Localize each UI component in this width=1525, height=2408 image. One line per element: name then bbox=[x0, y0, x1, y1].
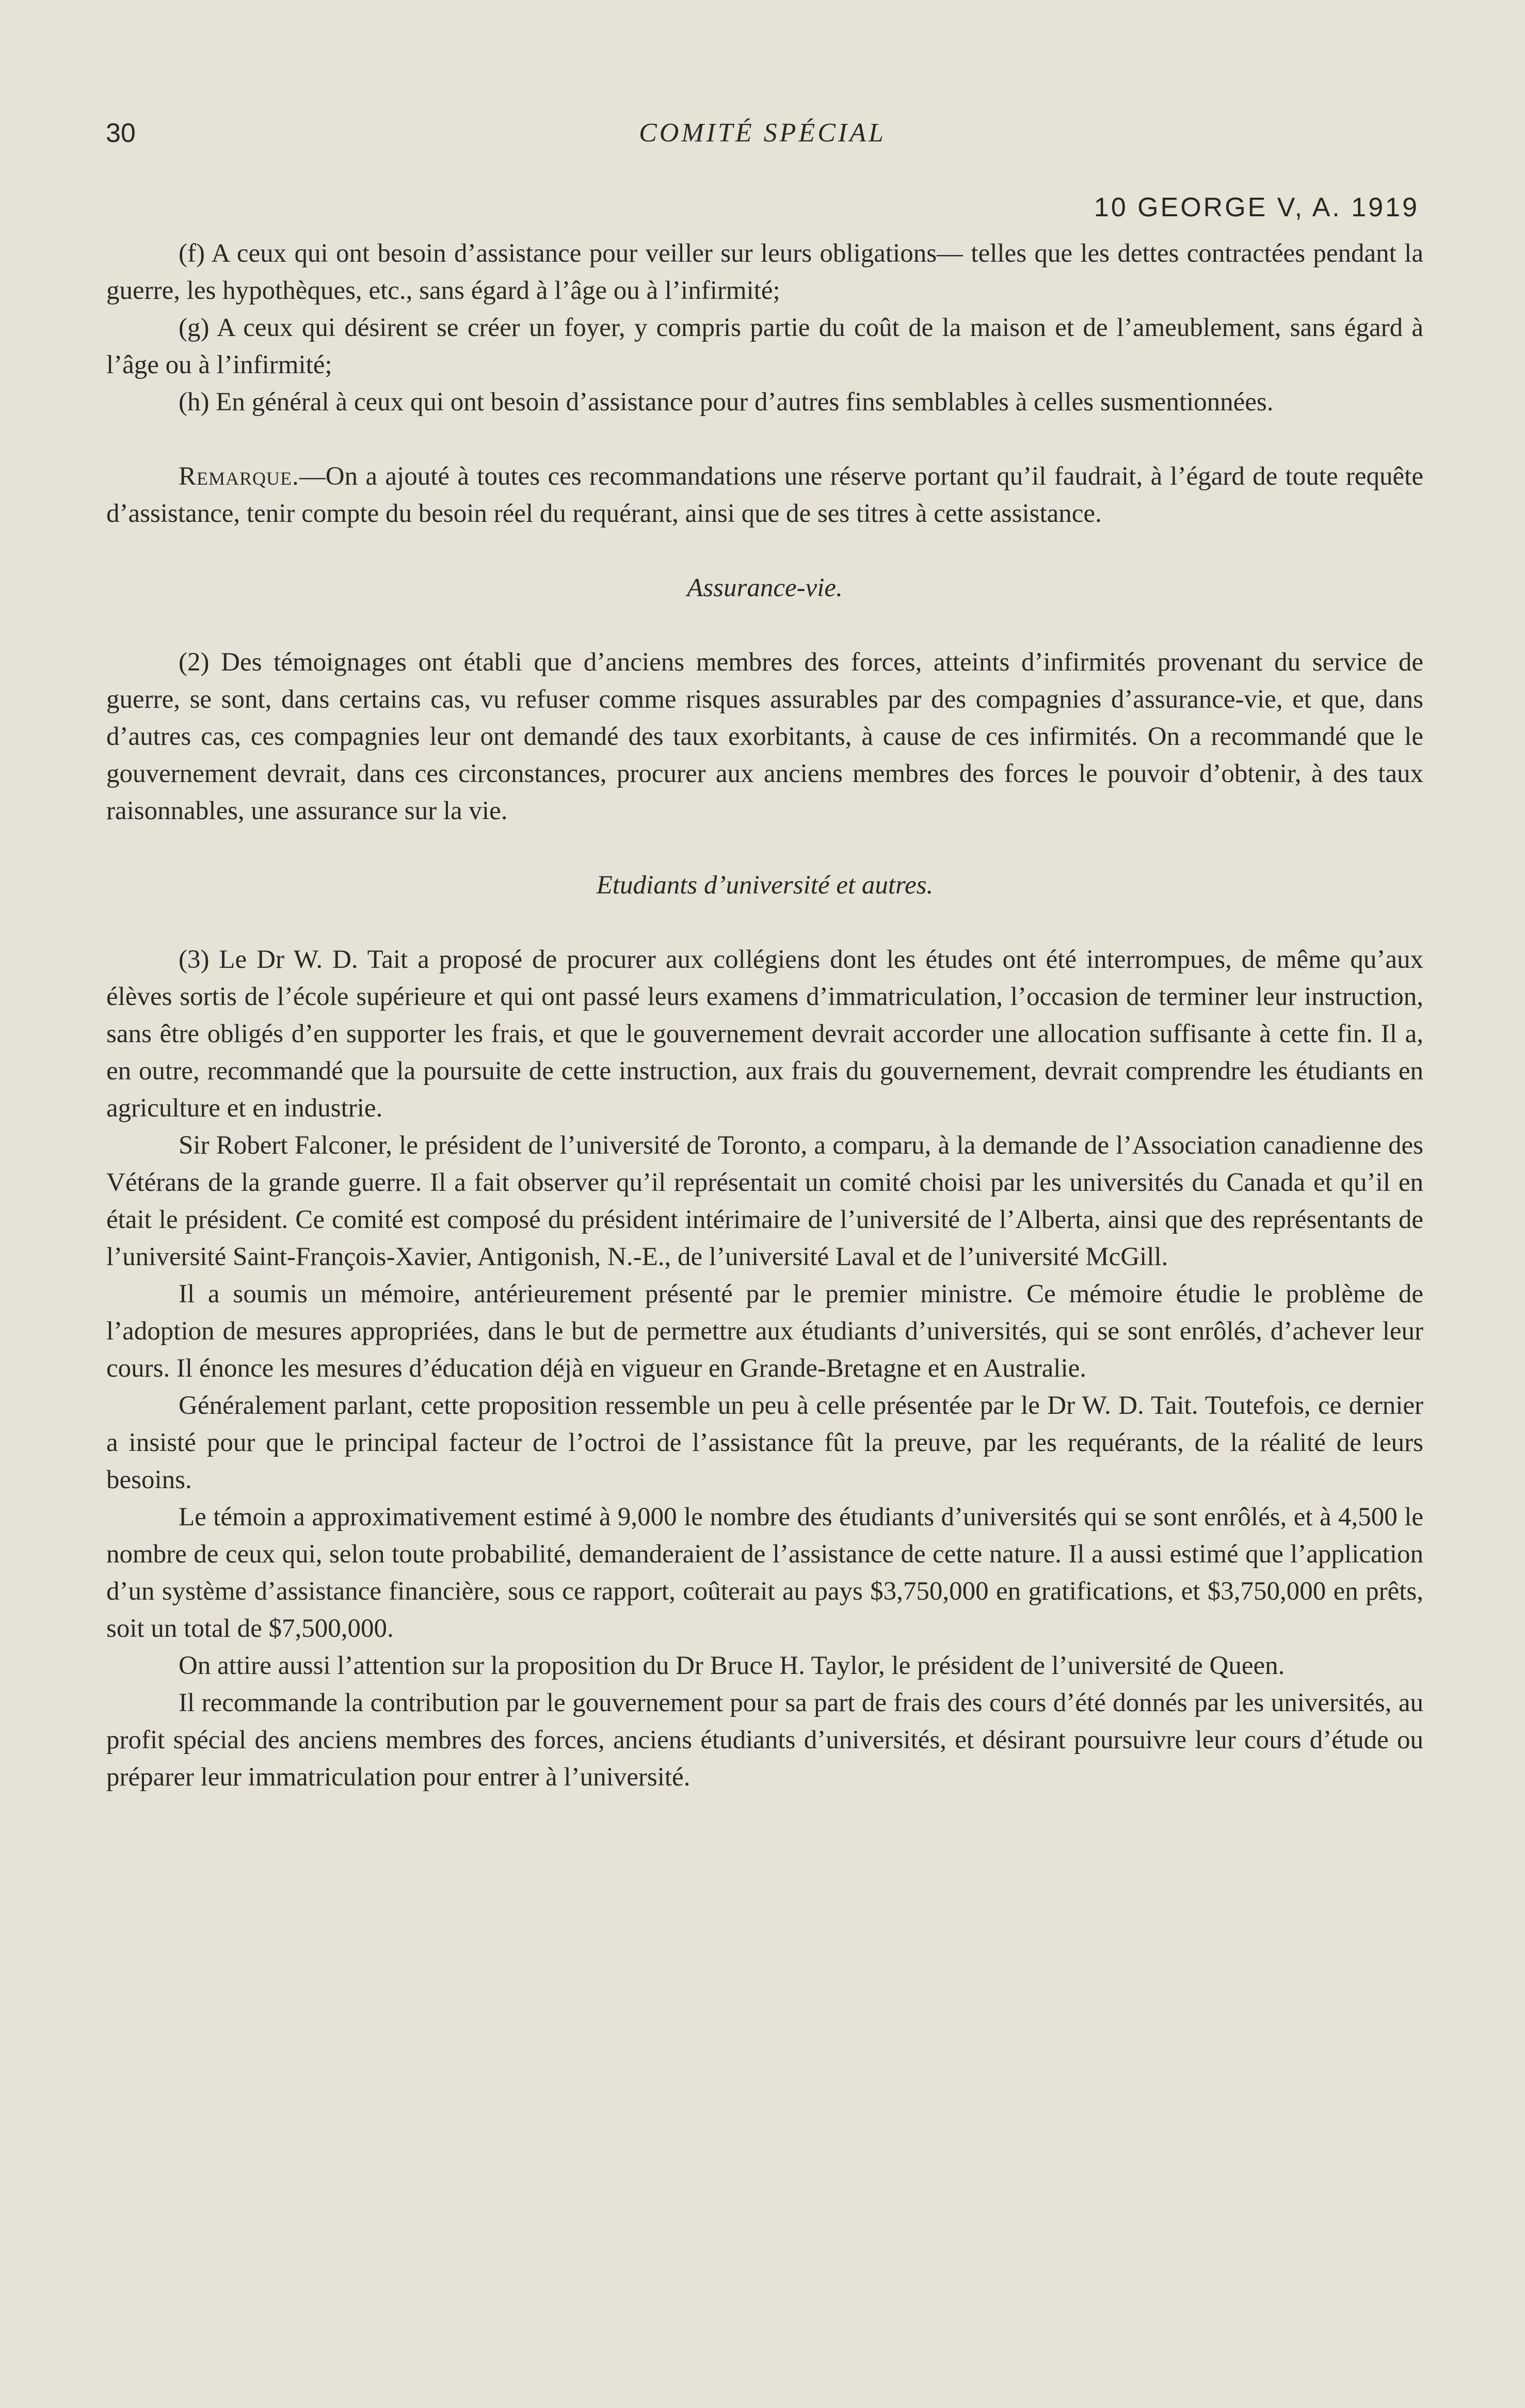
paragraph-falconer: Sir Robert Falconer, le président de l’université de Toronto, a comparu, à la demande de l’Association canadienne des Vétérans de la grande guerre. Il a fait observer qu’il représentait un comité choisi par les universités du Canada et qu’il en était le président. Ce comité est composé du président intérimaire de l’université de l’Alberta, ainsi que des représentants de l’université Saint-François-Xavier, Antigonish, N.-E., de l’université Laval et de l’université McGill. bbox=[106, 1131, 1423, 1271]
paragraph-temoin: Le témoin a approximativement estimé à 9,000 le nombre des étudiants d’universités qui se sont enrôlés, et à 4,500 le nombre de ceux qui, selon toute probabilité, demanderaient de l’assistance de cette nature. Il a aussi estimé que l’application d’un système d’assistance financière, sous ce rapport, coûterait au pays $3,750,000 en gratifications, et $3,750,000 en prêts, soit un total de $7,500,000. bbox=[106, 1503, 1423, 1643]
paragraph-3: (3) Le Dr W. D. Tait a proposé de procurer aux collégiens dont les études ont été interrompues, de même qu’aux élèves sortis de l’école supérieure et qui ont passé leurs examens d’immatriculation, l’occasion de terminer leur instruction, sans être obligés d’en supporter les frais, et que le gouvernement devrait accorder une allocation suffisante à cette fin. Il a, en outre, recommandé que la poursuite de cette instruction, aux frais du gouvernement, devrait comprendre les étudiants en agriculture et en industrie. bbox=[106, 945, 1423, 1123]
page-number: 30 bbox=[106, 118, 136, 148]
list-item-f: (f) A ceux qui ont besoin d’assistance pour veiller sur leurs obligations— telles que les dettes contractées pendant la guerre, les hypothèques, etc., sans égard à l’âge ou à l’infirmité; bbox=[106, 239, 1423, 305]
list-item-g: (g) A ceux qui désirent se créer un foyer, y compris partie du coût de la maison et de l’ameublement, sans égard à l’âge ou à l’infirmité; bbox=[106, 313, 1423, 379]
paragraph-recommande: Il recommande la contribution par le gouvernement pour sa part de frais des cours d’été donnés par les universités, au profit spécial des anciens membres des forces, anciens étudiants d’universités, et désirant poursuivre leur cours d’étude ou préparer leur immatriculation pour entrer à l’université. bbox=[106, 1688, 1423, 1792]
session-reference: 10 GEORGE V, A. 1919 bbox=[1094, 193, 1419, 222]
paragraph-2: (2) Des témoignages ont établi que d’anciens membres des forces, atteints d’infirmités provenant du service de guerre, se sont, dans certains cas, vu refuser comme risques assurables par des compagnies d’assurance-vie, et que, dans d’autres cas, ces compagnies leur ont demandé des taux exorbitants, à cause de ces infirmités. On a recommandé que le gouvernement devrait, dans ces circonstances, procurer aux anciens membres des forces le pouvoir d’obtenir, à des taux raisonnables, une assurance sur la vie. bbox=[106, 648, 1423, 825]
list-item-h: (h) En général à ceux qui ont besoin d’assistance pour d’autres fins semblables à celles susmentionnées. bbox=[179, 388, 1274, 417]
running-title: COMITÉ SPÉCIAL bbox=[639, 118, 886, 148]
remark-paragraph bbox=[106, 458, 1423, 532]
paragraph-taylor: On attire aussi l’attention sur la proposition du Dr Bruce H. Taylor, le président de l’université de Queen. bbox=[179, 1651, 1285, 1680]
section-heading-etudiants: Etudiants d’université et autres. bbox=[596, 871, 934, 900]
body-text bbox=[106, 235, 1423, 1796]
remark-label: Remarque. bbox=[179, 462, 299, 491]
paragraph-generalement: Généralement parlant, cette proposition ressemble un peu à celle présentée par le Dr W. D. Tait. Toutefois, ce dernier a insisté pour que le principal facteur de l’octroi de l’assistance fût la preuve, par les requérants, de la réalité de leurs besoins. bbox=[106, 1391, 1423, 1494]
paragraph-memoire: Il a soumis un mémoire, antérieurement présenté par le premier ministre. Ce mémoire étudie le problème de l’adoption de mesures appropriées, dans le but de permettre aux étudiants d’universités, qui se sont enrôlés, d’achever leur cours. Il énonce les mesures d’éducation déjà en vigueur en Grande-Bretagne et en Australie. bbox=[106, 1280, 1423, 1383]
section-heading-assurance: Assurance-vie. bbox=[687, 573, 843, 602]
remark-text: —On a ajouté à toutes ces recommandations une réserve portant qu’il faudrait, à l’égard de toute requête d’assistance, tenir compte du besoin réel du requérant, ainsi que de ses titres à cette assistance. bbox=[106, 462, 1423, 528]
